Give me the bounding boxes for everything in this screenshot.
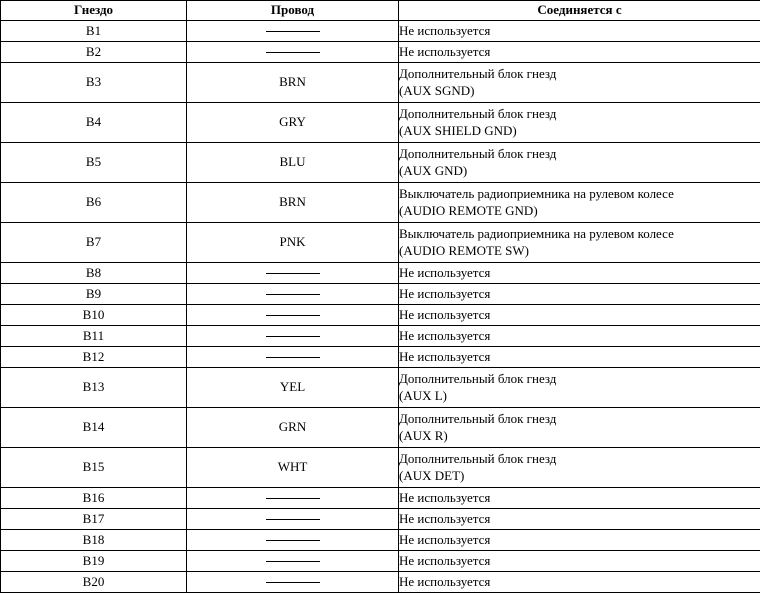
cell-connects (399, 42, 760, 63)
cell-wire: BRN (187, 63, 399, 103)
cell-wire (187, 326, 399, 347)
connects-line-2: (AUX SGND) (399, 82, 475, 98)
connects-line-2: (AUDIO REMOTE SW) (399, 242, 529, 258)
table-row (1, 326, 760, 347)
table-body (1, 21, 760, 593)
connects-line-1: Дополнительный блок гнезд (399, 106, 557, 122)
cell-pin: B15 (1, 448, 187, 488)
table-row (1, 143, 760, 183)
connects-line-1: Не используется (399, 531, 491, 547)
table-row (1, 347, 760, 368)
dash-icon (187, 330, 398, 343)
cell-wire: BRN (187, 183, 399, 223)
column-header-pin: Гнездо (1, 1, 187, 21)
cell-pin: B10 (1, 305, 187, 326)
connects-line-1: Не используется (399, 552, 491, 568)
connects-line-1: Не используется (399, 43, 491, 59)
connects-line-2: (AUX R) (399, 427, 448, 443)
cell-pin: B8 (1, 263, 187, 284)
dash-icon (187, 46, 398, 59)
cell-wire (187, 305, 399, 326)
cell-connects (399, 448, 760, 488)
cell-pin: B3 (1, 63, 187, 103)
cell-wire (187, 509, 399, 530)
dash-icon (187, 25, 398, 38)
cell-pin: B20 (1, 572, 187, 593)
cell-connects (399, 305, 760, 326)
dash-icon (187, 513, 398, 526)
connects-line-1: Не используется (399, 510, 491, 526)
cell-pin: B19 (1, 551, 187, 572)
table-row (1, 63, 760, 103)
column-header-connects: Соединяется с (399, 1, 760, 21)
connects-line-1: Дополнительный блок гнезд (399, 451, 557, 467)
connects-line-2: (AUDIO REMOTE GND) (399, 202, 538, 218)
connects-line-1: Не используется (399, 327, 491, 343)
cell-pin: B2 (1, 42, 187, 63)
connects-line-1: Не используется (399, 573, 491, 589)
connects-line-2: (AUX DET) (399, 467, 465, 483)
cell-connects (399, 408, 760, 448)
connects-line-2: (AUX L) (399, 387, 448, 403)
table-header-row (1, 1, 760, 21)
cell-connects (399, 21, 760, 42)
connects-line-1: Не используется (399, 22, 491, 38)
table-row (1, 368, 760, 408)
dash-icon (187, 309, 398, 322)
cell-pin: B6 (1, 183, 187, 223)
cell-connects (399, 509, 760, 530)
cell-pin: B14 (1, 408, 187, 448)
cell-pin: B5 (1, 143, 187, 183)
cell-pin: B1 (1, 21, 187, 42)
connects-line-1: Дополнительный блок гнезд (399, 371, 557, 387)
cell-connects (399, 551, 760, 572)
table-row (1, 448, 760, 488)
cell-connects (399, 347, 760, 368)
connects-line-1: Дополнительный блок гнезд (399, 66, 557, 82)
cell-wire (187, 42, 399, 63)
table-row (1, 183, 760, 223)
dash-icon (187, 288, 398, 301)
cell-connects (399, 488, 760, 509)
cell-wire: GRN (187, 408, 399, 448)
cell-connects (399, 572, 760, 593)
cell-wire: WHT (187, 448, 399, 488)
connects-line-1: Дополнительный блок гнезд (399, 411, 557, 427)
cell-connects (399, 183, 760, 223)
dash-icon (187, 534, 398, 547)
cell-connects (399, 143, 760, 183)
cell-wire: BLU (187, 143, 399, 183)
cell-connects (399, 103, 760, 143)
cell-pin: B18 (1, 530, 187, 551)
connects-line-1: Дополнительный блок гнезд (399, 146, 557, 162)
dash-icon (187, 576, 398, 589)
table-row (1, 509, 760, 530)
cell-pin: B4 (1, 103, 187, 143)
cell-wire (187, 551, 399, 572)
cell-connects (399, 223, 760, 263)
table-row (1, 305, 760, 326)
cell-wire (187, 572, 399, 593)
cell-pin: B9 (1, 284, 187, 305)
cell-connects (399, 63, 760, 103)
cell-pin: B11 (1, 326, 187, 347)
table-row (1, 284, 760, 305)
table-row (1, 408, 760, 448)
connects-line-1: Не используется (399, 285, 491, 301)
cell-wire (187, 263, 399, 284)
table-row (1, 103, 760, 143)
cell-wire (187, 284, 399, 305)
table-row (1, 223, 760, 263)
cell-pin: B16 (1, 488, 187, 509)
dash-icon (187, 351, 398, 364)
cell-wire: YEL (187, 368, 399, 408)
dash-icon (187, 492, 398, 505)
cell-connects (399, 263, 760, 284)
cell-pin: B17 (1, 509, 187, 530)
connects-line-2: (AUX SHIELD GND) (399, 122, 517, 138)
dash-icon (187, 267, 398, 280)
cell-connects (399, 284, 760, 305)
cell-wire (187, 21, 399, 42)
table-row (1, 21, 760, 42)
connects-line-1: Выключатель радиоприемника на рулевом колесе (399, 226, 674, 242)
table-row (1, 572, 760, 593)
table-row (1, 42, 760, 63)
cell-wire: GRY (187, 103, 399, 143)
cell-connects (399, 326, 760, 347)
connects-line-1: Выключатель радиоприемника на рулевом колесе (399, 186, 674, 202)
connects-line-1: Не используется (399, 489, 491, 505)
cell-pin: B12 (1, 347, 187, 368)
connects-line-1: Не используется (399, 264, 491, 280)
connects-line-1: Не используется (399, 348, 491, 364)
cell-wire (187, 530, 399, 551)
dash-icon (187, 555, 398, 568)
table-row (1, 551, 760, 572)
connects-line-1: Не используется (399, 306, 491, 322)
table-row (1, 530, 760, 551)
cell-pin: B13 (1, 368, 187, 408)
cell-wire (187, 347, 399, 368)
cell-connects (399, 530, 760, 551)
cell-wire (187, 488, 399, 509)
table-row (1, 488, 760, 509)
column-header-wire: Провод (187, 1, 399, 21)
cell-pin: B7 (1, 223, 187, 263)
cell-wire: PNK (187, 223, 399, 263)
connects-line-2: (AUX GND) (399, 162, 468, 178)
table-header (1, 1, 760, 21)
table-row (1, 263, 760, 284)
cell-connects (399, 368, 760, 408)
